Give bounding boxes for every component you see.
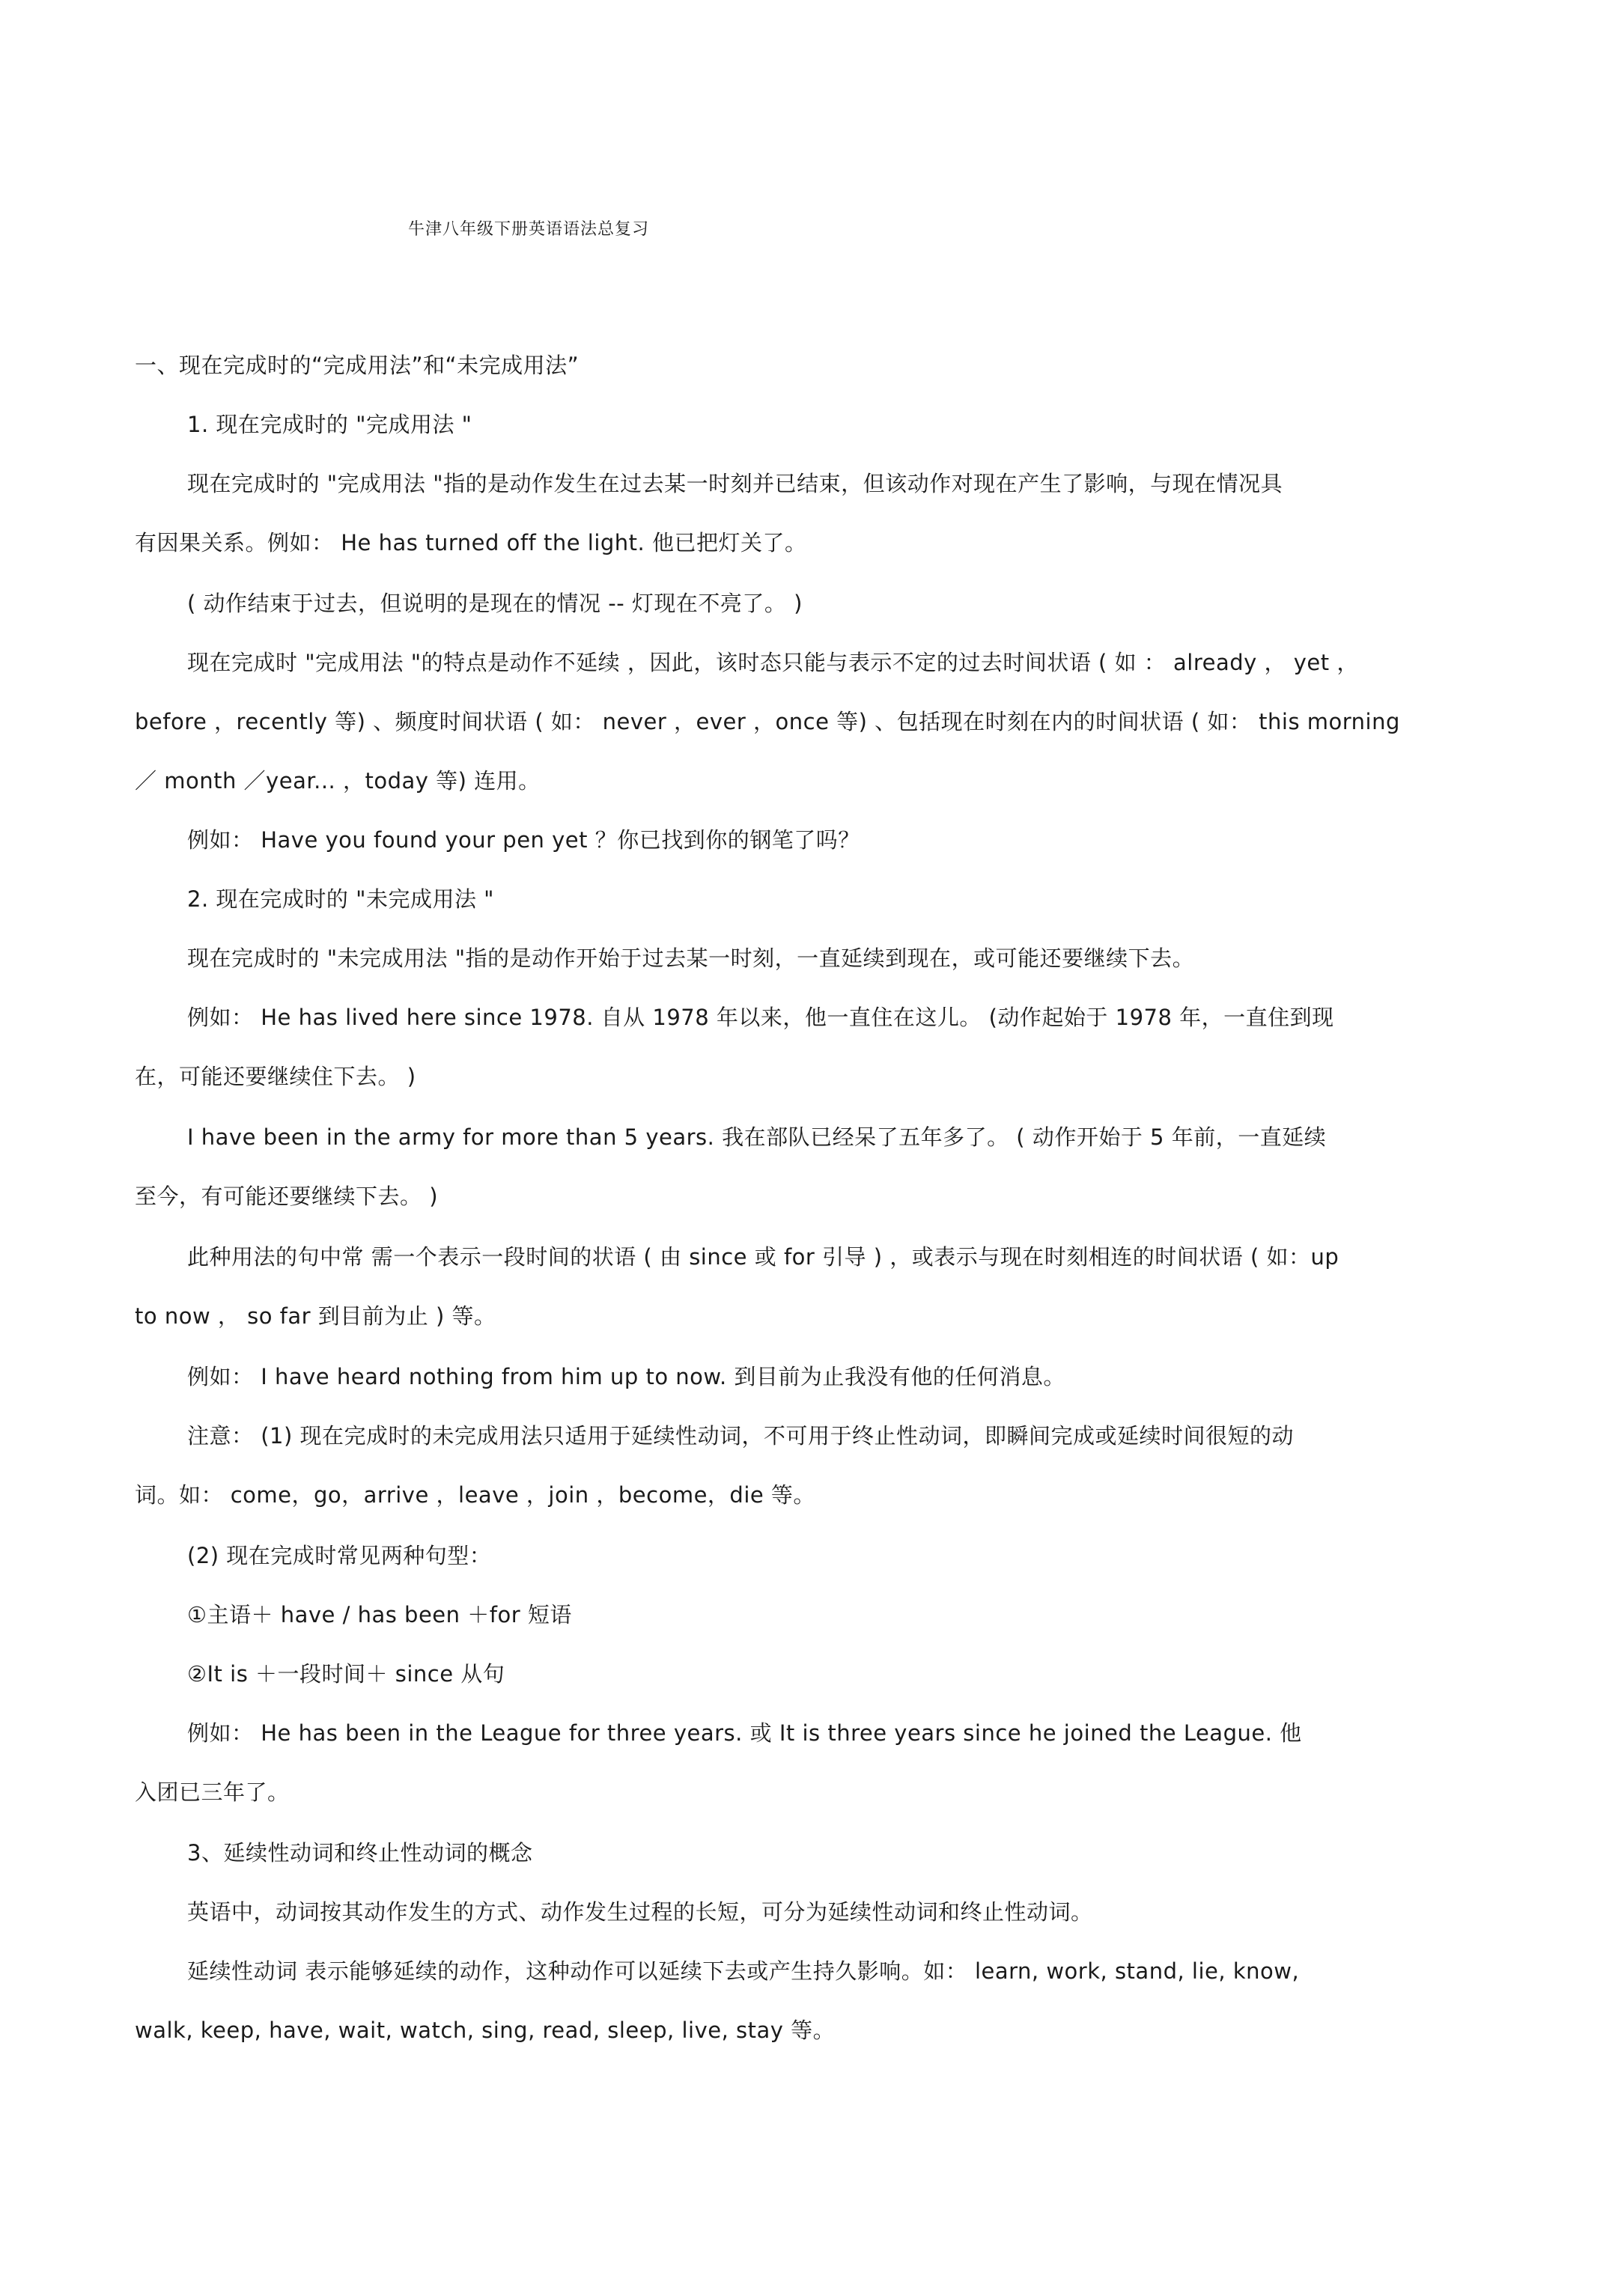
paragraph-line: 词。如： come，go，arrive ，leave ，join ，become，die 等。 [135, 1482, 815, 1508]
paragraph-line: before ，recently 等) 、频度时间状语 ( 如： never ，ever ，once 等) 、包括现在时刻在内的时间状语 ( 如： this morning [135, 709, 1400, 734]
paragraph-line: 有因果关系。例如： He has turned off the light. 他已把灯关了。 [135, 530, 807, 555]
paragraph-line: 延续性动词 表示能够延续的动作，这种动作可以延续下去或产生持久影响。如： learn, work, stand, lie, know, [187, 1958, 1300, 1984]
paragraph-line: 例如： He has been in the League for three years. 或 It is three years since he joined the League. 他 [187, 1720, 1302, 1746]
paragraph-line: ／ month ／year... ，today 等) 连用。 [135, 768, 541, 794]
subsection-heading: 2. 现在完成时的 "未完成用法 " [187, 886, 495, 912]
paragraph-line: 现在完成时的 "完成用法 "指的是动作发生在过去某一时刻并已结束，但该动作对现在产生了影响，与现在情况具 [187, 471, 1283, 496]
paragraph-line: 现在完成时 "完成用法 "的特点是动作不延续 ，因此，该时态只能与表示不定的过去时间状语 ( 如 ： already ， yet ， [187, 650, 1359, 675]
paragraph-line: ( 动作结束于过去，但说明的是现在的情况 -- 灯现在不亮了。 ) [187, 591, 803, 616]
paragraph-line: (2) 现在完成时常见两种句型： [187, 1543, 492, 1568]
paragraph-line: 此种用法的句中常 需一个表示一段时间的状语 ( 由 since 或 for 引导 ) ，或表示与现在时刻相连的时间状语 ( 如：up [187, 1244, 1339, 1270]
paragraph-line: ②It is ＋一段时间＋ since 从句 [187, 1661, 505, 1687]
document-title: 牛津八年级下册英语语法总复习 [408, 220, 650, 239]
paragraph-line: 入团已三年了。 [135, 1779, 290, 1805]
paragraph-line: ①主语＋ have / has been ＋for 短语 [187, 1602, 572, 1627]
paragraph-line: 英语中，动词按其动作发生的方式、动作发生过程的长短，可分为延续性动词和终止性动词。 [187, 1899, 1093, 1925]
paragraph-line: 现在完成时的 "未完成用法 "指的是动作开始于过去某一时刻，一直延续到现在，或可能还要继续下去。 [187, 945, 1195, 971]
paragraph-line: 例如： I have heard nothing from him up to now. 到目前为止我没有他的任何消息。 [187, 1364, 1065, 1389]
paragraph-line: 至今，有可能还要继续下去。 ) [135, 1184, 439, 1209]
paragraph-line: walk, keep, have, wait, watch, sing, read, sleep, live, stay 等。 [135, 2018, 836, 2043]
subsection-heading: 3、延续性动词和终止性动词的概念 [187, 1840, 533, 1866]
paragraph-line: to now ， so far 到目前为止 ) 等。 [135, 1303, 496, 1329]
paragraph-line: 注意： (1) 现在完成时的未完成用法只适用于延续性动词，不可用于终止性动词，即瞬间完成或延续时间很短的动 [187, 1423, 1295, 1449]
paragraph-line: 在，可能还要继续住下去。 ) [135, 1064, 416, 1089]
section-heading: 一、现在完成时的“完成用法”和“未完成用法” [135, 353, 580, 378]
paragraph-line: I have been in the army for more than 5 years. 我在部队已经呆了五年多了。 ( 动作开始于 5 年前，一直延续 [187, 1124, 1327, 1150]
subsection-heading: 1. 现在完成时的 "完成用法 " [187, 412, 472, 437]
paragraph-line: 例如： He has lived here since 1978. 自从 1978 年以来，他一直住在这儿。 (动作起始于 1978 年，一直住到现 [187, 1005, 1334, 1030]
paragraph-line: 例如： Have you found your pen yet ？你已找到你的钢笔了吗？ [187, 827, 860, 853]
